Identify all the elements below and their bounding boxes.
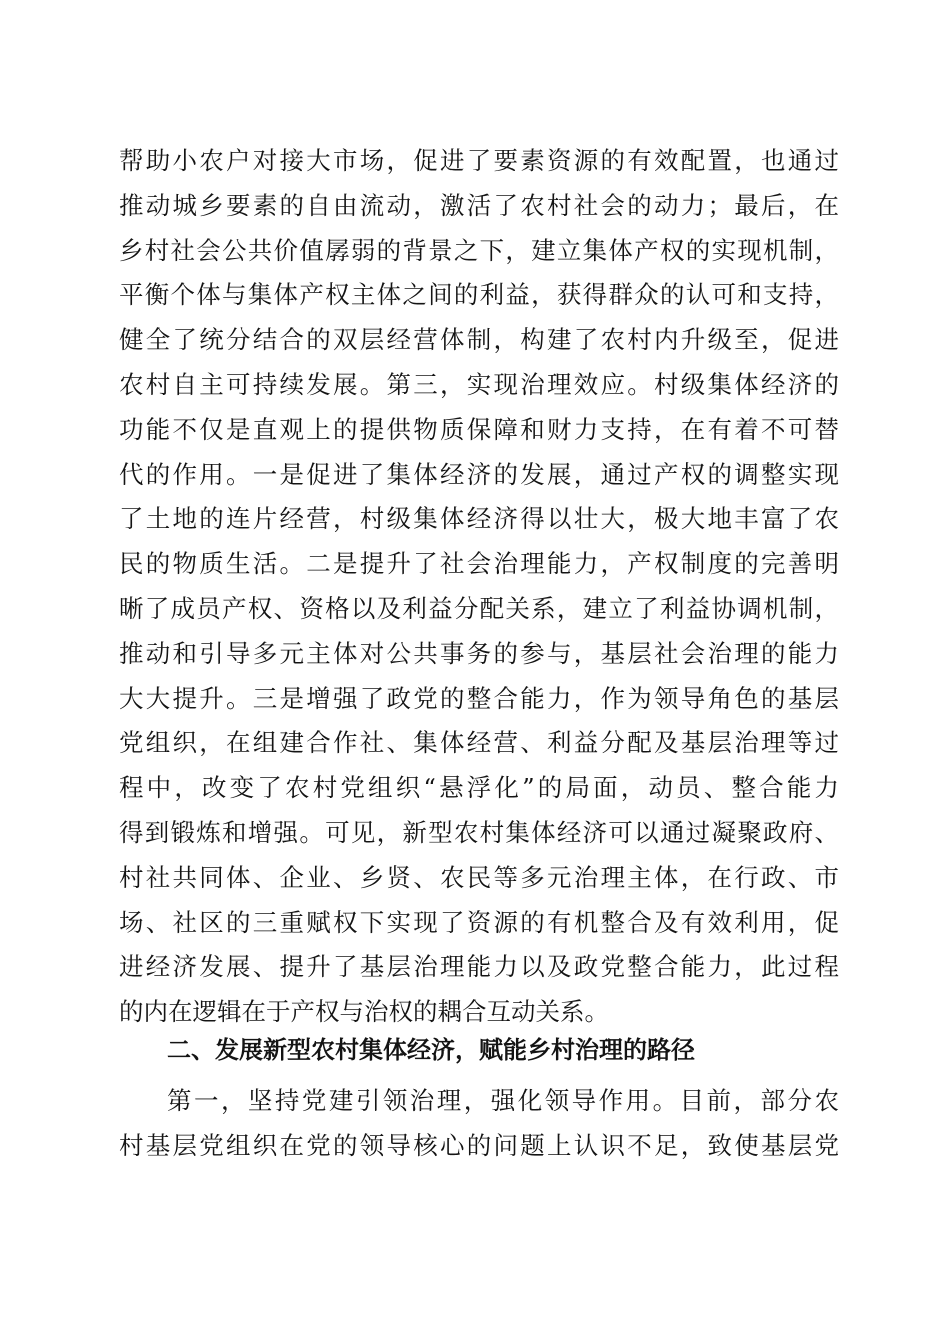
paragraph-line: 健全了统分结合的双层经营体制，构建了农村内升级至，促进 — [119, 325, 839, 355]
paragraph-line: 得到锻炼和增强。可见，新型农村集体经济可以通过凝聚政府、 — [119, 817, 839, 847]
paragraph-line: 了土地的连片经营，村级集体经济得以壮大，极大地丰富了农 — [119, 504, 839, 534]
paragraph-line: 农村自主可持续发展。第三，实现治理效应。村级集体经济的 — [119, 369, 839, 399]
paragraph-line: 帮助小农户对接大市场，促进了要素资源的有效配置，也通过 — [119, 146, 839, 175]
paragraph-line: 场、社区的三重赋权下实现了资源的有机整合及有效利用，促 — [119, 907, 839, 937]
paragraph-line: 平衡个体与集体产权主体之间的利益，获得群众的认可和支持， — [119, 280, 839, 310]
paragraph-line: 村基层党组织在党的领导核心的问题上认识不足，致使基层党 — [119, 1130, 839, 1160]
paragraph-line: 推动和引导多元主体对公共事务的参与，基层社会治理的能力 — [119, 638, 839, 668]
paragraph-line: 大大提升。三是增强了政党的整合能力，作为领导角色的基层 — [119, 683, 839, 713]
paragraph-line: 村社共同体、企业、乡贤、农民等多元治理主体，在行政、市 — [119, 862, 839, 892]
paragraph-line: 第一，坚持党建引领治理，强化领导作用。目前，部分农 — [167, 1086, 839, 1115]
paragraph-line: 乡村社会公共价值孱弱的背景之下，建立集体产权的实现机制， — [119, 235, 839, 265]
paragraph-line: 代的作用。一是促进了集体经济的发展，通过产权的调整实现 — [119, 459, 839, 489]
paragraph-line: 晰了成员产权、资格以及利益分配关系，建立了利益协调机制， — [119, 593, 839, 623]
paragraph-line: 推动城乡要素的自由流动，激活了农村社会的动力；最后，在 — [119, 190, 839, 220]
paragraph-line: 的内在逻辑在于产权与治权的耦合互动关系。 — [119, 997, 609, 1027]
paragraph-line: 党组织，在组建合作社、集体经营、利益分配及基层治理等过 — [119, 728, 839, 758]
section-heading: 二、发展新型农村集体经济，赋能乡村治理的路径 — [167, 1036, 695, 1064]
paragraph-line: 功能不仅是直观上的提供物质保障和财力支持，在有着不可替 — [119, 414, 839, 444]
paragraph-line: 程中，改变了农村党组织“悬浮化”的局面，动员、整合能力 — [119, 773, 839, 803]
body-paragraph-2 — [119, 1079, 839, 1169]
paragraph-line: 民的物质生活。二是提升了社会治理能力，产权制度的完善明 — [119, 549, 839, 579]
body-paragraph — [119, 139, 839, 1035]
paragraph-line: 进经济发展、提升了基层治理能力以及政党整合能力，此过程 — [119, 952, 839, 982]
